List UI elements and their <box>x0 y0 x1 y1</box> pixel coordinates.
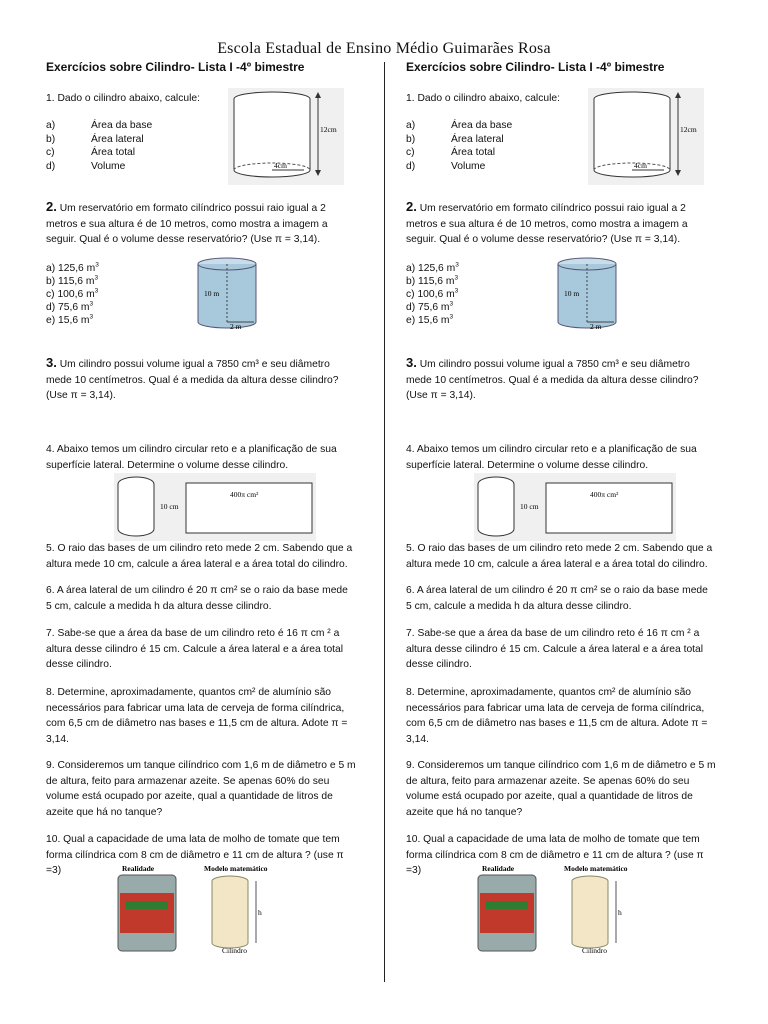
question-4: 4. Abaixo temos um cilindro circular reto e a planificação de sua superfície lateral. Determine o volume desse cilindro. <box>46 444 337 471</box>
option-b: b) 115,6 $m^3$ <box>46 274 99 287</box>
height-label: 12cm <box>680 125 697 134</box>
school-name: Escola Estadual de Ensino Médio Guimarães Rosa <box>217 40 551 57</box>
question-3: 3. Um cilindro possui volume igual a 7850 cm³ e seu diâmetro mede 10 centímetros. Qual é a medida da altura desse cilindro? (Use π = 3,14). <box>406 355 699 401</box>
question-10: 10. Qual a capacidade de uma lata de molho de tomate que tem forma cilíndrica com 8 cm de diâmetro e 11 cm de altura ? (use π =3) <box>406 834 704 876</box>
side-label: 10 cm <box>160 502 179 511</box>
label-reality: Realidade <box>122 864 155 873</box>
question-8: 8. Determine, aproximadamente, quantos cm² de alumínio são necessários para fabricar uma lata de cerveja de forma cilíndrica, com 6,5 cm de diâmetro nas bases e 11,5 cm de altura. Adote π = 3,14. <box>46 687 348 745</box>
reservoir-figure <box>194 254 260 332</box>
question-2-options <box>406 261 459 326</box>
item-d: d) Volume <box>46 160 126 172</box>
option-d: d) 75,6 $m^3$ <box>406 300 454 313</box>
option-e: e) 15,6 $m^3$ <box>46 313 94 326</box>
item-a: a) Área da base <box>406 120 513 131</box>
item-c: c) Área total <box>46 147 136 158</box>
item-c: c) Área total <box>406 147 496 158</box>
question-1: 1. Dado o cilindro abaixo, calcule: <box>46 93 200 104</box>
option-d: d) 75,6 $m^3$ <box>46 300 94 313</box>
question-6: 6. A área lateral de um cilindro é 20 π cm² se o raio da base mede 5 cm, calcule a medida h da altura desse cilindro. <box>46 585 348 612</box>
item-b: b) Área lateral <box>46 133 144 145</box>
question-4: 4. Abaixo temos um cilindro circular reto e a planificação de sua superfície lateral. Determine o volume desse cilindro. <box>406 444 697 471</box>
model-cylinder-label: Cilindro <box>582 946 608 955</box>
item-a: a) Área da base <box>46 120 153 131</box>
option-b: b) 115,6 $m^3$ <box>406 274 459 287</box>
cylinder-net-figure <box>114 473 316 541</box>
question-10: 10. Qual a capacidade de uma lata de molho de tomate que tem forma cilíndrica com 8 cm de diâmetro e 11 cm de altura ? (use π =3) <box>46 834 344 876</box>
reservoir-figure <box>554 254 620 332</box>
option-a: a) 125,6 $m^3$ <box>46 261 99 274</box>
question-5: 5. O raio das bases de um cilindro reto mede 2 cm. Sabendo que a altura mede 10 cm, calcule a área lateral e a área total do cilindro. <box>46 543 353 570</box>
label-reality: Realidade <box>482 864 515 873</box>
question-5: 5. O raio das bases de um cilindro reto mede 2 cm. Sabendo que a altura mede 10 cm, calcule a área lateral e a área total do cilindro. <box>406 543 713 570</box>
height-label: 10 m <box>204 289 220 298</box>
model-h-label: h <box>258 908 262 917</box>
question-7: 7. Sabe-se que a área da base de um cilindro reto é 16 π cm ² a altura desse cilindro é 15 cm. Calcule a área lateral e a área total desse cilindro. <box>46 628 344 670</box>
sheet-title: Exercícios sobre Cilindro- Lista I -4º bimestre <box>406 60 665 74</box>
tomato-can-figure <box>470 863 630 955</box>
question-1-items <box>46 118 152 172</box>
question-9: 9. Consideremos um tanque cilíndrico com 1,6 m de diâmetro e 5 m de altura, feito para armazenar azeite. Se apenas 60% do seu volume está ocupado por azeite, qual a quantidade de litros de azeite que há no tanque? <box>46 760 356 818</box>
height-label: 10 m <box>564 289 580 298</box>
model-cylinder-label: Cilindro <box>222 946 248 955</box>
question-8: 8. Determine, aproximadamente, quantos cm² de alumínio são necessários para fabricar uma lata de cerveja de forma cilíndrica, com 6,5 cm de diâmetro nas bases e 11,5 cm de altura. Adote π = 3,14. <box>406 687 708 745</box>
model-h-label: h <box>618 908 622 917</box>
item-b: b) Área lateral <box>406 133 504 145</box>
question-6: 6. A área lateral de um cilindro é 20 π cm² se o raio da base mede 5 cm, calcule a medida h da altura desse cilindro. <box>406 585 708 612</box>
cylinder-net-figure <box>474 473 676 541</box>
cylinder-figure-q1 <box>588 88 704 185</box>
option-c: c) 100,6 $m^3$ <box>46 287 99 300</box>
sheet-title: Exercícios sobre Cilindro- Lista I -4º bimestre <box>46 60 305 74</box>
question-1: 1. Dado o cilindro abaixo, calcule: <box>406 93 560 104</box>
label-model: Modelo matemático <box>564 864 628 873</box>
column-divider <box>384 62 385 982</box>
cylinder-figure-q1 <box>228 88 344 185</box>
area-label: 400π cm² <box>590 490 619 499</box>
label-model: Modelo matemático <box>204 864 268 873</box>
question-7: 7. Sabe-se que a área da base de um cilindro reto é 16 π cm ² a altura desse cilindro é 15 cm. Calcule a área lateral e a área total desse cilindro. <box>406 628 704 670</box>
question-2: 2. Um reservatório em formato cilíndrico possui raio igual a 2 metros e sua altura é de 10 metros, como mostra a imagem a seguir. Qual é o volume desse reservatório? (Use π = 3,14). <box>46 199 328 245</box>
radius-label: 4cm <box>274 161 287 170</box>
height-label: 12cm <box>320 125 337 134</box>
radius-label: 4cm <box>634 161 647 170</box>
option-c: c) 100,6 $m^3$ <box>406 287 459 300</box>
question-3: 3. Um cilindro possui volume igual a 7850 cm³ e seu diâmetro mede 10 centímetros. Qual é a medida da altura desse cilindro? (Use π = 3,14). <box>46 355 339 401</box>
question-2-options <box>46 261 99 326</box>
option-e: e) 15,6 $m^3$ <box>406 313 454 326</box>
tomato-can-figure <box>110 863 270 955</box>
question-9: 9. Consideremos um tanque cilíndrico com 1,6 m de diâmetro e 5 m de altura, feito para armazenar azeite. Se apenas 60% do seu volume está ocupado por azeite, qual a quantidade de litros de azeite que há no tanque? <box>406 760 716 818</box>
radius-label: 2 m <box>590 322 602 331</box>
side-label: 10 cm <box>520 502 539 511</box>
item-d: d) Volume <box>406 160 486 172</box>
question-1-items <box>406 118 512 172</box>
radius-label: 2 m <box>230 322 242 331</box>
option-a: a) 125,6 $m^3$ <box>406 261 459 274</box>
question-2: 2. Um reservatório em formato cilíndrico possui raio igual a 2 metros e sua altura é de 10 metros, como mostra a imagem a seguir. Qual é o volume desse reservatório? (Use π = 3,14). <box>406 199 688 245</box>
area-label: 400π cm² <box>230 490 259 499</box>
